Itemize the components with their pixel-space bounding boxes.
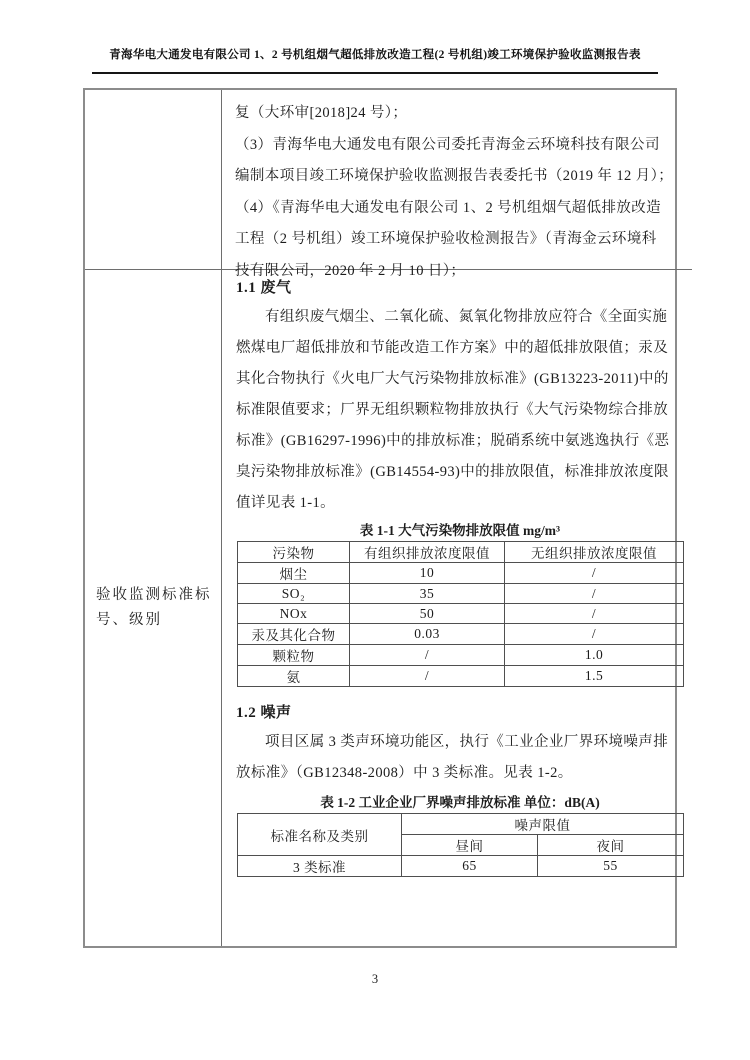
nighttime-header: 夜间: [538, 835, 684, 856]
table-row: [238, 856, 684, 877]
waste-gas-paragraph: [236, 302, 684, 519]
table-header-row: [238, 814, 684, 835]
unorganized-limit-value: /: [505, 584, 684, 604]
row-label-line: 验收监测标准标: [96, 587, 212, 603]
section-1-2-heading: 1.2 噪声: [236, 705, 292, 721]
page-title: 青海华电大通发电有限公司 1、2 号机组烟气超低排放改造工程(2 号机组)竣工环境保护验收监测报告表: [109, 49, 641, 61]
paragraph-line: 臭污染物排放标准》(GB14554-93)中的排放限值，标准排放浓度限: [236, 464, 669, 480]
paragraph-line: 燃煤电厂超低排放和节能改造工作方案》中的超低排放限值；汞及: [236, 340, 669, 356]
reference-line: （3）青海华电大通发电有限公司委托青海金云环境科技有限公司: [235, 136, 660, 153]
noise-paragraph: [236, 727, 684, 789]
reference-line: 编制本项目竣工环境保护验收监测报告表委托书（2019 年 12 月）；: [235, 168, 674, 184]
daytime-header: 昼间: [402, 835, 538, 856]
paragraph-line: 其化合物执行《火电厂大气污染物排放标准》(GB13223-2011)中的: [236, 371, 669, 387]
table-row: [238, 604, 684, 624]
row-label-line: 号、级别: [96, 612, 162, 628]
table-header-row: [238, 542, 684, 563]
noise-limit-table: [237, 813, 684, 877]
empty-label-cell: [85, 90, 222, 270]
paragraph-line: 有组织废气烟尘、二氧化硫、氮氧化物排放应符合《全面实施: [265, 309, 668, 325]
references-cell: [222, 90, 692, 279]
paragraph-line: 值详见表 1-1。: [236, 495, 336, 511]
reference-line: 工程（2 号机组）竣工环境保护验收检测报告》（青海金云环境科: [235, 231, 657, 247]
organized-limit-value: /: [350, 666, 505, 687]
daytime-limit: 65: [402, 856, 538, 877]
standard-class: 3 类标准: [238, 856, 402, 877]
pollutant-rows: [238, 563, 684, 687]
paragraph-line: 标准限值要求；厂界无组织颗粒物排放执行《大气污染物综合排放: [236, 402, 669, 418]
organized-limit-value: /: [350, 645, 505, 666]
noise-lines: [236, 727, 684, 789]
unorganized-limit-value: /: [505, 604, 684, 624]
pollutant-name: 烟尘: [238, 563, 350, 584]
row-label: [96, 583, 212, 633]
air-pollutant-limit-table: [237, 541, 684, 687]
reference-line: 复（大环审[2018]24 号）；: [235, 105, 408, 121]
paragraph-line: 放标准》（GB12348-2008）中 3 类标准。见表 1-2。: [236, 765, 573, 781]
reference-line: 技有限公司，2020 年 2 月 10 日）；: [235, 262, 466, 279]
paragraph-line: 项目区属 3 类声环境功能区，执行《工业企业厂界环境噪声排: [265, 734, 669, 750]
pollutant-name: 氨: [238, 666, 350, 687]
standards-content-cell: [222, 270, 692, 946]
nighttime-limit: 55: [538, 856, 684, 877]
paragraph-line: 标准》(GB16297-1996)中的排放标准；脱硝系统中氨逃逸执行《恶: [236, 433, 670, 449]
pollutant-name: NOx: [238, 604, 350, 624]
reference-line: （4）《青海华电大通发电有限公司 1、2 号机组烟气超低排放改造: [235, 199, 662, 216]
organized-limit-value: 50: [350, 604, 505, 624]
unorganized-limit-value: /: [505, 563, 684, 584]
table-row: [238, 645, 684, 666]
column-header: 有组织排放浓度限值: [350, 542, 505, 563]
table-1-1-caption: 表 1-1 大气污染物排放限值 mg/m³: [359, 523, 561, 538]
organized-limit-value: 0.03: [350, 624, 505, 645]
table-row: [238, 624, 684, 645]
unorganized-limit-value: /: [505, 624, 684, 645]
pollutant-name: 颗粒物: [238, 645, 350, 666]
section-1-1-heading: 1.1 废气: [236, 280, 292, 296]
waste-gas-lines: [236, 302, 684, 519]
column-group-header: 噪声限值: [402, 814, 684, 835]
organized-limit-value: 10: [350, 563, 505, 584]
table-row: [238, 584, 684, 604]
table-row: [238, 666, 684, 687]
column-header: 无组织排放浓度限值: [505, 542, 684, 563]
pollutant-name: SO₂: [238, 584, 350, 604]
row-label-cell: [85, 270, 222, 946]
column-header: 污染物: [238, 542, 350, 563]
table-row: [238, 563, 684, 584]
column-header: 标准名称及类别: [238, 814, 402, 856]
references-lines: [235, 98, 680, 287]
unorganized-limit-value: 1.0: [505, 645, 684, 666]
unorganized-limit-value: 1.5: [505, 666, 684, 687]
page-number: 3: [371, 972, 379, 986]
header-divider: [92, 72, 658, 74]
organized-limit-value: 35: [350, 584, 505, 604]
pollutant-name: 汞及其化合物: [238, 624, 350, 645]
report-form-table: [83, 88, 677, 948]
table-1-2-caption: 表 1-2 工业企业厂界噪声排放标准 单位：dB(A): [320, 795, 600, 810]
